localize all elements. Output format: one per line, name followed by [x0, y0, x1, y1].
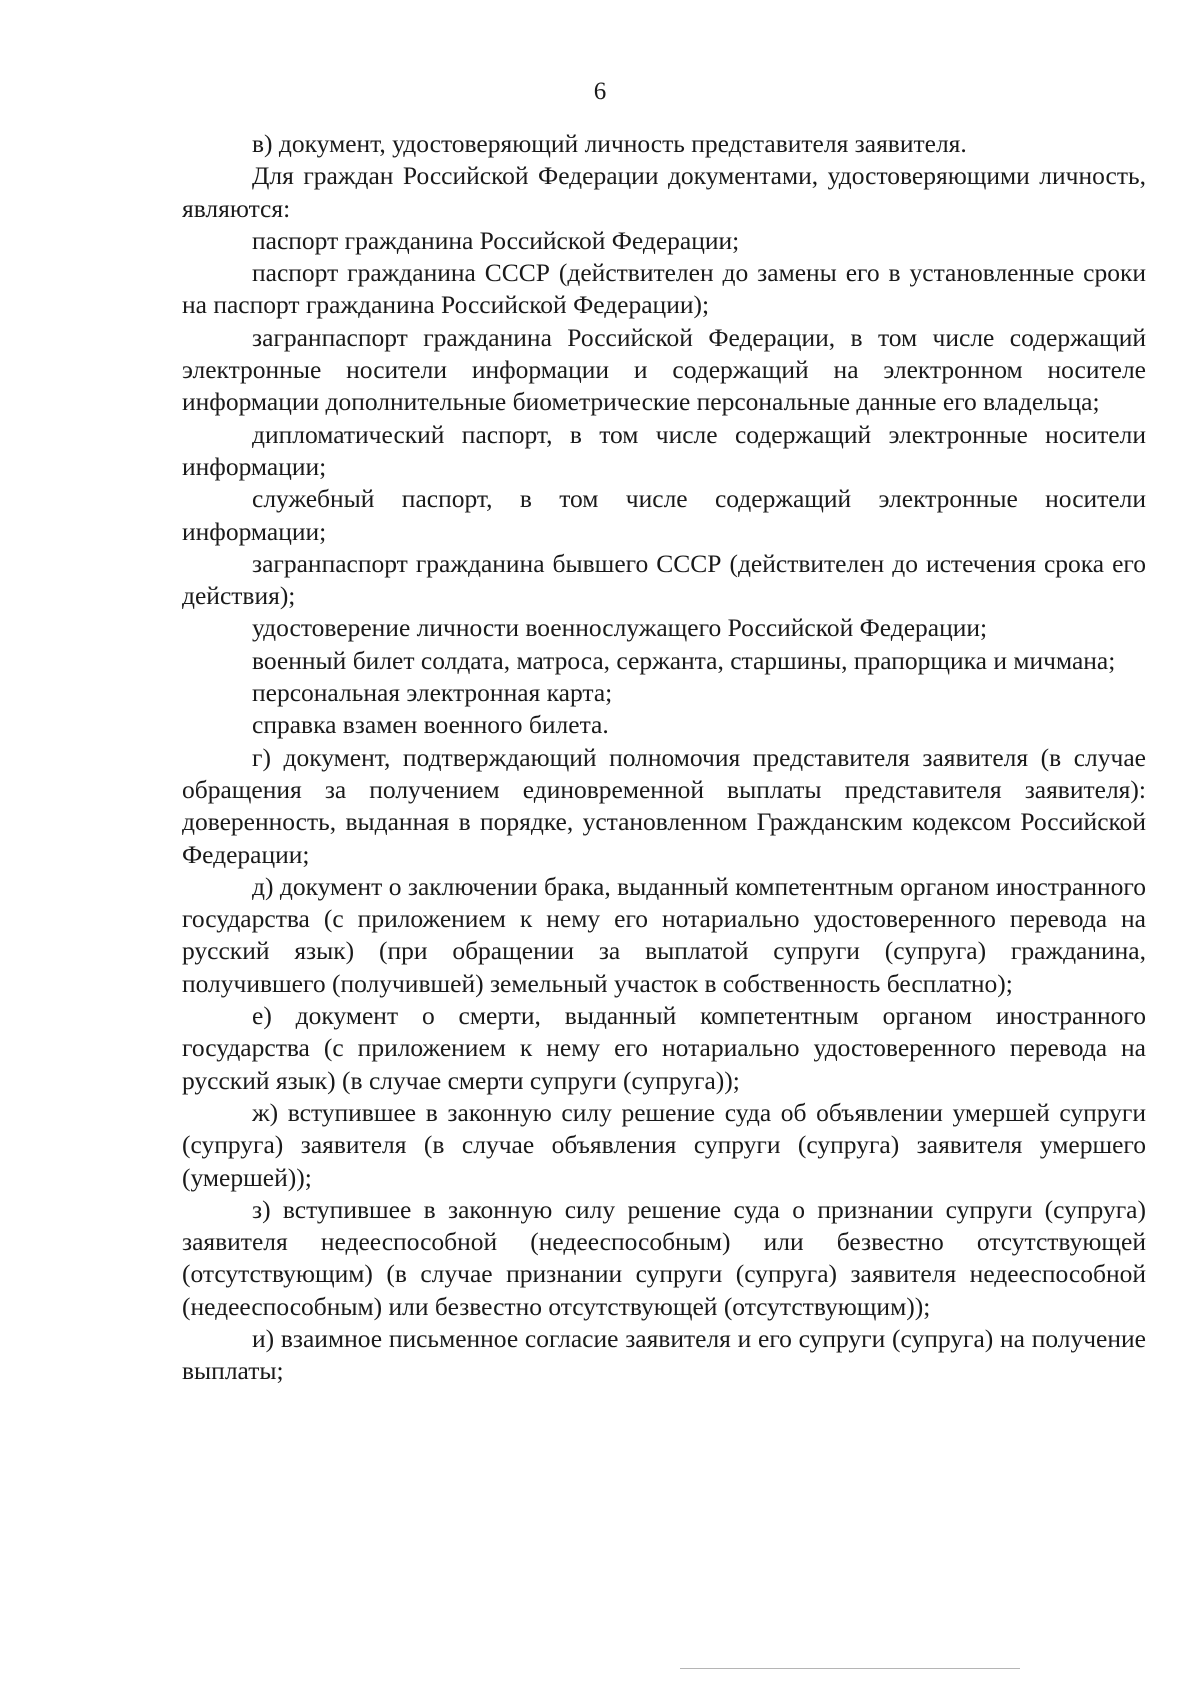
- footer-divider: [680, 1668, 1020, 1669]
- paragraph: военный билет солдата, матроса, сержанта, старшины, прапорщика и мичмана;: [252, 645, 1116, 675]
- paragraph: персональная электронная карта;: [252, 678, 613, 708]
- paragraph: удостоверение личности военнослужащего Российской Федерации;: [252, 613, 988, 643]
- paragraph: паспорт гражданина Российской Федерации;: [252, 225, 740, 255]
- paragraph: д) документ о заключении брака, выданный компетентным органом иностранного государства (с приложением к нему его нотариально удостоверенного перевода на русский язык) (при обращении за выплатой супруги (супруга) гражданина, получившего (получившей) земельный участок в собственность бесплатно);: [182, 871, 1146, 998]
- paragraph: загранпаспорт гражданина Российской Федерации, в том числе содержащий электронные носители информации и содержащий на электронном носителе информации дополнительные биометрические персональные данные его владельца;: [182, 322, 1146, 417]
- document-body: [182, 128, 1146, 1388]
- paragraph: справка взамен военного билета.: [252, 710, 609, 740]
- paragraph: г) документ, подтверждающий полномочия представителя заявителя (в случае обращения за получением единовременной выплаты представителя заявителя): доверенность, выданная в порядке, установленном Гражданским кодексом Российской Федерации;: [182, 742, 1146, 869]
- paragraph: дипломатический паспорт, в том числе содержащий электронные носители информации;: [182, 419, 1146, 481]
- paragraph: Для граждан Российской Федерации документами, удостоверяющими личность, являются:: [182, 161, 1146, 223]
- page-number: 6: [593, 78, 607, 105]
- paragraph: загранпаспорт гражданина бывшего СССР (действителен до истечения срока его действия);: [182, 548, 1146, 611]
- paragraph: служебный паспорт, в том числе содержащий электронные носители информации;: [182, 484, 1146, 546]
- paragraph: е) документ о смерти, выданный компетентным органом иностранного государства (с приложением к нему его нотариально удостоверенного перевода на русский язык) (в случае смерти супруги (супруга));: [182, 1001, 1146, 1095]
- paragraph: и) взаимное письменное согласие заявителя и его супруги (супруга) на получение выплаты;: [182, 1323, 1146, 1386]
- paragraph: ж) вступившее в законную силу решение суда об объявлении умершей супруги (супруга) заявителя (в случае объявления супруги (супруга) заявителя умершего (умершей));: [182, 1097, 1146, 1192]
- paragraph: з) вступившее в законную силу решение суда о признании супруги (супруга) заявителя недееспособной (недееспособным) или безвестно отсутствующей (отсутствующим) (в случае признании супруги (супруга) заявителя недееспособной (недееспособным) или безвестно отсутствующей (отсутствующим));: [182, 1194, 1146, 1321]
- paragraph: паспорт гражданина СССР (действителен до замены его в установленные сроки на паспорт гражданина Российской Федерации);: [182, 258, 1146, 320]
- paragraph: в) документ, удостоверяющий личность представителя заявителя.: [252, 129, 967, 158]
